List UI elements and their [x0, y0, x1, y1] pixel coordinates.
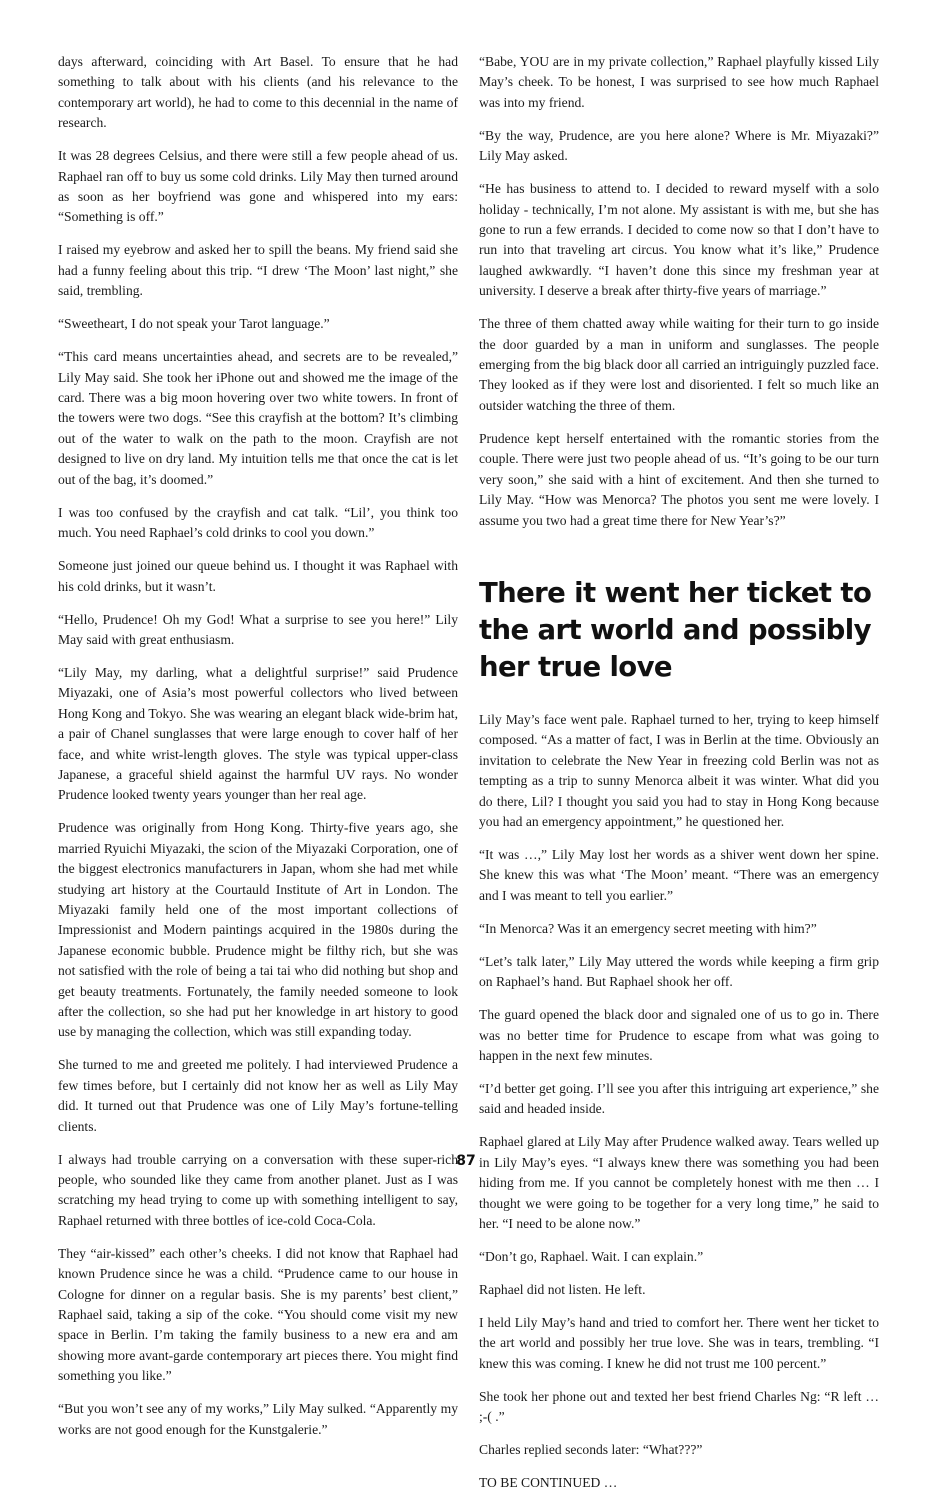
paragraph: “This card means uncertainties ahead, and secrets are to be revealed,” Lily May said. She took her iPhone out and showed me the image of the card. There was a big moon hovering over two white towers. In front of the towers were two dogs. “See this crayfish at the bottom? It’s climbing out of the water to walk on the path to the moon. Crayfish are not designed to live on dry land. My intuition tells me that once the cat is let out of the bag, it’s doomed.”	[58, 349, 458, 487]
paragraph: Charles replied seconds later: “What???”	[479, 1442, 703, 1458]
section-heading: There it went her ticket to the art world and possibly her true love	[479, 576, 872, 683]
right-column	[479, 52, 879, 1506]
paragraph: Someone just joined our queue behind us. I thought it was Raphael with his cold drinks, but it wasn’t.	[58, 558, 458, 594]
paragraph: “Sweetheart, I do not speak your Tarot language.”	[58, 316, 330, 332]
paragraph: “By the way, Prudence, are you here alone? Where is Mr. Miyazaki?” Lily May asked.	[479, 127, 879, 164]
paragraph: “Let’s talk later,” Lily May uttered the words while keeping a firm grip on Raphael’s hand. But Raphael shook her off.	[479, 953, 879, 990]
paragraph: “I’d better get going. I’ll see you after this intriguing art experience,” she said and headed inside.	[479, 1080, 879, 1117]
paragraph: I always had trouble carrying on a conversation with these super-rich people, who sounded like they came from another planet. Just as I was scratching my head trying to come up with something intelligent to say, Raphael returned with three bottles of ice-cold Coca-Cola.	[58, 1151, 458, 1228]
paragraph: “He has business to attend to. I decided to reward myself with a solo holiday - technically, I’m not alone. My assistant is with me, but she has gone to run a few errands. I decided to come now so that I don’t have to run into that traveling art circus. You know what it’s like,” Prudence laughed awkwardly. “I haven’t done this since my freshman year at university. I deserve a break after thirty-five years of marriage.”	[479, 181, 879, 299]
paragraph: “Don’t go, Raphael. Wait. I can explain.”	[479, 1249, 704, 1264]
paragraph: She turned to me and greeted me politely. I had interviewed Prudence a few times before, but I certainly did not know her as well as Lily May did. It turned out that Prudence was one of Lily May’s fortune-telling clients.	[58, 1057, 458, 1134]
paragraph: Prudence was originally from Hong Kong. Thirty-five years ago, she married Ryuichi Miyazaki, the scion of the Miyazaki Corporation, one of the biggest electronics manufacturers in Japan, whom she had met while studying art history at the Courtauld Institute of Art in London. The Miyazaki family held one of the most important collections of Impressionist and Modern paintings acquired in the 1980s during the Japanese economic bubble. Prudence might be filthy rich, but she was not satisfied with the role of being a tai tai who did nothing but shop and get beauty treatments. Fortunately, the family needed someone to look after the collection, so she had put her knowledge in art history to good use by managing the collection, which was still expanding today.	[58, 820, 458, 1040]
paragraph: The guard opened the black door and signaled one of us to go in. There was no better time for Prudence to escape from what was going to happen in the next few minutes.	[479, 1007, 879, 1063]
paragraph: I held Lily May’s hand and tried to comfort her. There went her ticket to the art world and possibly her true love. She was in tears, trembling. “I knew this was coming. I knew he did not trust me 100 percent.”	[479, 1315, 879, 1371]
paragraph: It was 28 degrees Celsius, and there were still a few people ahead of us. Raphael ran off to buy us some cold drinks. Lily May then turned around as soon as her boyfriend was gone and whispered into my ears: “Something is off.”	[58, 148, 458, 225]
paragraph: She took her phone out and texted her best friend Charles Ng: “R left … ;-( .”	[479, 1388, 879, 1425]
paragraph: Raphael glared at Lily May after Prudence walked away. Tears welled up in Lily May’s eyes. “I always knew there was something you had been hiding from me. If you cannot be completely honest with me then … I thought we were going to be together for a very long time,” he said to her. “I need to be alone now.”	[479, 1134, 879, 1231]
left-column	[58, 52, 458, 1453]
paragraph: “In Menorca? Was it an emergency secret meeting with him?”	[479, 920, 817, 936]
paragraph: “Hello, Prudence! Oh my God! What a surprise to see you here!” Lily May said with great enthusiasm.	[58, 611, 458, 647]
paragraph: TO BE CONTINUED …	[479, 1475, 618, 1491]
paragraph: “It was …,” Lily May lost her words as a shiver went down her spine. She knew this was what ‘The Moon’ meant. “There was an emergency and I was meant to tell you earlier.”	[479, 846, 879, 903]
paragraph: I was too confused by the crayfish and cat talk. “Lil’, you think too much. You need Raphael’s cold drinks to cool you down.”	[58, 504, 458, 541]
paragraph: They “air-kissed” each other’s cheeks. I did not know that Raphael had known Prudence since he was a child. “Prudence came to our house in Cologne for dinner on a regular basis. She is my parents’ best client,” Raphael said, taking a sip of the coke. “You should come visit my new space in Berlin. I’m taking the family business to a new era and am showing more avant-garde contemporary art pieces there. You might find something you like.”	[58, 1245, 458, 1384]
paragraph: Raphael did not listen. He left.	[479, 1282, 646, 1297]
paragraph: “But you won’t see any of my works,” Lily May sulked. “Apparently my works are not good enough for the Kunstgalerie.”	[58, 1401, 458, 1437]
paragraph: Prudence kept herself entertained with the romantic stories from the couple. There were just two people ahead of us. “It’s going to be our turn very soon,” she said with a hint of excitement. And then she turned to Lily May. “How was Menorca? The photos you sent me were lovely. I assume you two had a great time there for New Year’s?”	[479, 430, 879, 528]
paragraph: days afterward, coinciding with Art Basel. To ensure that he had something to talk about with his clients (and his relevance to the contemporary art world), he had to come to this decennial in the name of research.	[58, 54, 458, 131]
paragraph: The three of them chatted away while waiting for their turn to go inside the door guarded by a man in uniform and sunglasses. The people emerging from the big black door all carried an intriguingly puzzled face. They looked as if they were lost and disoriented. I felt so much like an outsider watching the three of them.	[479, 316, 879, 413]
paragraph: Lily May’s face went pale. Raphael turned to her, trying to keep himself composed. “As a matter of fact, I was in Berlin at the time. Obviously an invitation to celebrate the New Year in freezing cold Berlin was not as tempting as a trip to sunny Menorca albeit it was winter. What did you do there, Lil? I thought you said you had to stay in Hong Kong because you had an emergency appointment,” he questioned her.	[479, 711, 879, 829]
paragraph: I raised my eyebrow and asked her to spill the beans. My friend said she had a funny feeling about this trip. “I drew ‘The Moon’ last night,” she said, trembling.	[58, 242, 458, 299]
paragraph: “Babe, YOU are in my private collection,” Raphael playfully kissed Lily May’s cheek. To be honest, I was surprised to see how much Raphael was into my friend.	[479, 54, 879, 110]
paragraph: “Lily May, my darling, what a delightful surprise!” said Prudence Miyazaki, one of Asia’s most powerful collectors who lived between Hong Kong and Tokyo. She was wearing an elegant black wide-brim hat, a pair of Chanel sunglasses that were large enough to cover half of her face, and white wrist-length gloves. The style was typical upper-class Japanese, a graceful shield against the harmful UV rays. No wonder Prudence looked twenty years younger than her real age.	[58, 664, 458, 803]
page-number: 87	[456, 1153, 476, 1169]
